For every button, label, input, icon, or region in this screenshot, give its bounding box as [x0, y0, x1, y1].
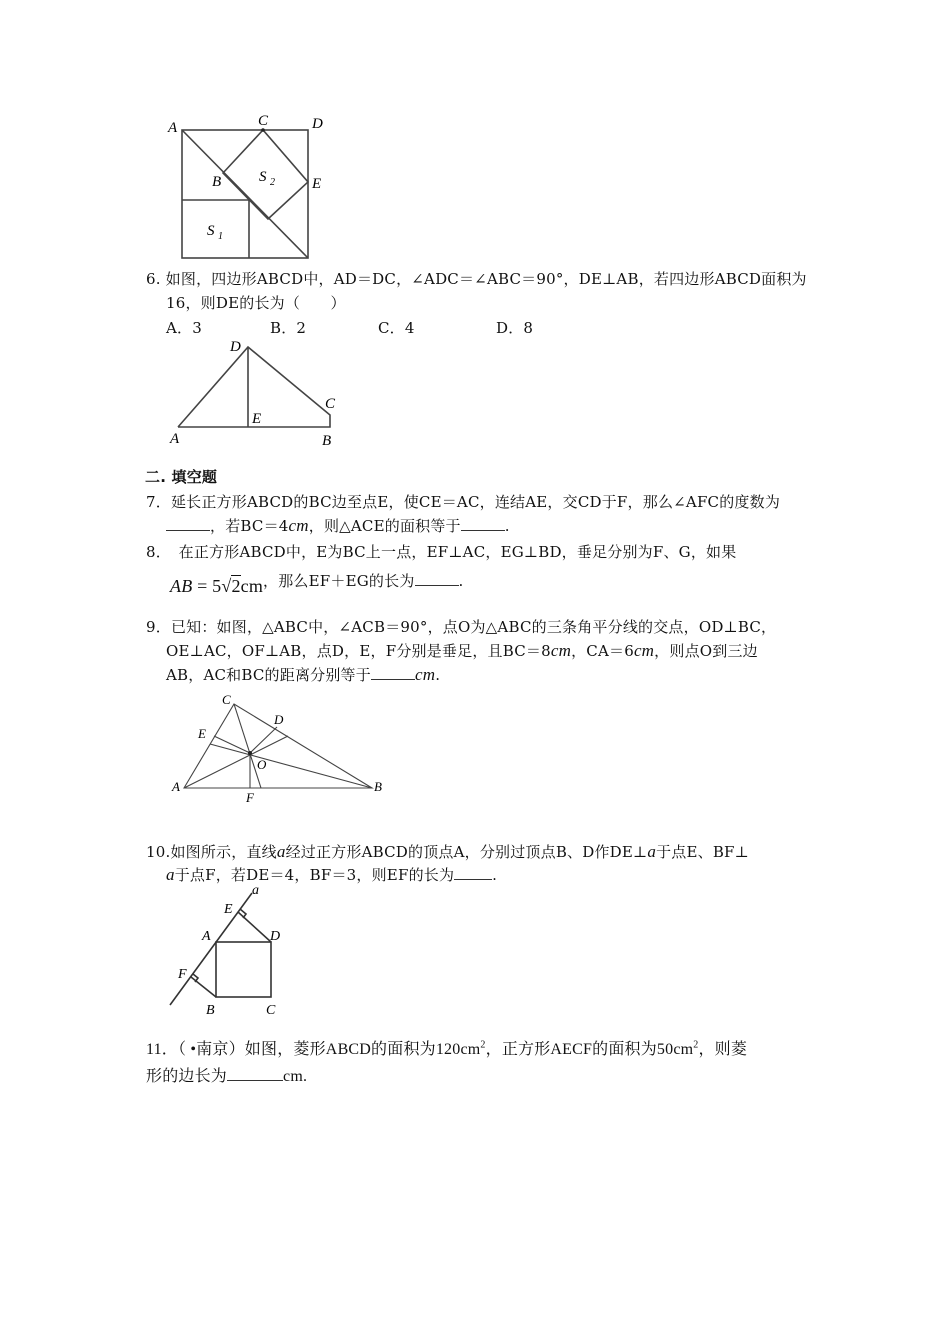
question-11-line-1: 11．（ •南京）如图，菱形ABCD的面积为$120cm^2$，正方形AECF的面积为$50cm^2$，则菱: [146, 1039, 748, 1058]
question-7-line-2: ，若BC＝4cm，则△ACE的面积等于 .: [166, 516, 510, 536]
svg-text:B: B: [374, 779, 382, 794]
choice-a[interactable]: A．3: [166, 319, 202, 337]
label-b: B: [212, 174, 222, 190]
label-e: E: [252, 411, 262, 427]
choice-d[interactable]: D．8: [496, 319, 534, 337]
svg-text:A: A: [202, 929, 211, 944]
question-8-line-1: 8． 在正方形ABCD中，E为BC上一点，EF⊥AC，EG⊥BD，垂足分别为F、G，如果: [146, 543, 737, 561]
question-6-line-2: 16，则DE的长为（ ）: [166, 294, 346, 312]
question-11-line-2: 形的边长为 cm.: [146, 1068, 308, 1085]
svg-text:F: F: [246, 790, 254, 805]
question-10-line-1: 10.如图所示，直线a经过正方形ABCD的顶点A，分别过顶点B、D作DE⊥a于点E、BF⊥: [146, 842, 749, 861]
label-d: D: [312, 116, 323, 132]
choice-c[interactable]: C．4: [378, 319, 415, 337]
question-9-line-1: 9．已知：如图，△ABC中，∠ACB＝90°，点O为△ABC的三条角平分线的交点，OD⊥BC，: [146, 618, 777, 636]
question-7-line-1: 7．延长正方形ABCD的BC边至点E，使CE＝AC，连结AE，交CD于F，那么∠AFC的度数为: [146, 493, 781, 511]
formula-ab: AB = 5√2cm: [170, 576, 264, 596]
answer-blank-area[interactable]: [461, 516, 505, 531]
choice-b[interactable]: B．2: [270, 319, 307, 337]
question-9-line-3: AB，AC和BC的距离分别等于 cm.: [166, 665, 441, 684]
label-s2: S: [259, 169, 267, 185]
label-a: A: [170, 431, 180, 447]
figure-q5-square-diagram: [160, 110, 340, 270]
label-a: A: [168, 120, 178, 136]
question-6-line-1: 6. 如图，四边形ABCD中，AD＝DC，∠ADC＝∠ABC＝90°，DE⊥AB，若四边形ABCD面积为: [146, 270, 807, 288]
svg-text:O: O: [257, 757, 267, 772]
label-s1-sub: 1: [218, 231, 223, 242]
figure-q9-triangle-bisectors: [160, 690, 390, 805]
answer-blank[interactable]: [371, 665, 415, 680]
answer-blank[interactable]: [454, 865, 492, 880]
section-title-fill-in-blank: 二. 填空题: [145, 468, 218, 486]
label-c: C: [325, 396, 336, 412]
svg-text:D: D: [270, 929, 281, 944]
question-10-line-2: a于点F，若DE＝4，BF＝3，则EF的长为 .: [166, 865, 498, 884]
figure-q6-quadrilateral: [160, 335, 350, 450]
label-s2-sub: 2: [270, 177, 275, 188]
label-b: B: [322, 433, 332, 449]
label-e: E: [312, 176, 322, 192]
answer-blank[interactable]: [227, 1066, 283, 1081]
svg-text:E: E: [224, 902, 233, 917]
svg-text:a: a: [252, 883, 259, 898]
svg-text:D: D: [274, 712, 284, 727]
answer-blank-angle[interactable]: [166, 516, 210, 531]
label-c: C: [258, 113, 269, 129]
figure-q10-square-line: [160, 880, 300, 1020]
svg-text:C: C: [222, 692, 231, 707]
svg-text:F: F: [178, 967, 187, 982]
label-d: D: [230, 339, 241, 355]
svg-text:B: B: [206, 1003, 215, 1018]
question-9-line-2: OE⊥AC，OF⊥AB，点D，E，F分别是垂足，且BC＝8cm，CA＝6cm，则点O到三边: [166, 641, 758, 660]
unit-cm: cm: [288, 516, 309, 535]
svg-text:E: E: [198, 726, 206, 741]
svg-text:A: A: [172, 779, 180, 794]
svg-text:C: C: [266, 1003, 276, 1018]
label-s1: S: [207, 223, 215, 239]
answer-blank[interactable]: [415, 571, 459, 586]
question-8-line-2: AB = 5√2cm，那么EF＋EG的长为 .: [170, 572, 464, 596]
